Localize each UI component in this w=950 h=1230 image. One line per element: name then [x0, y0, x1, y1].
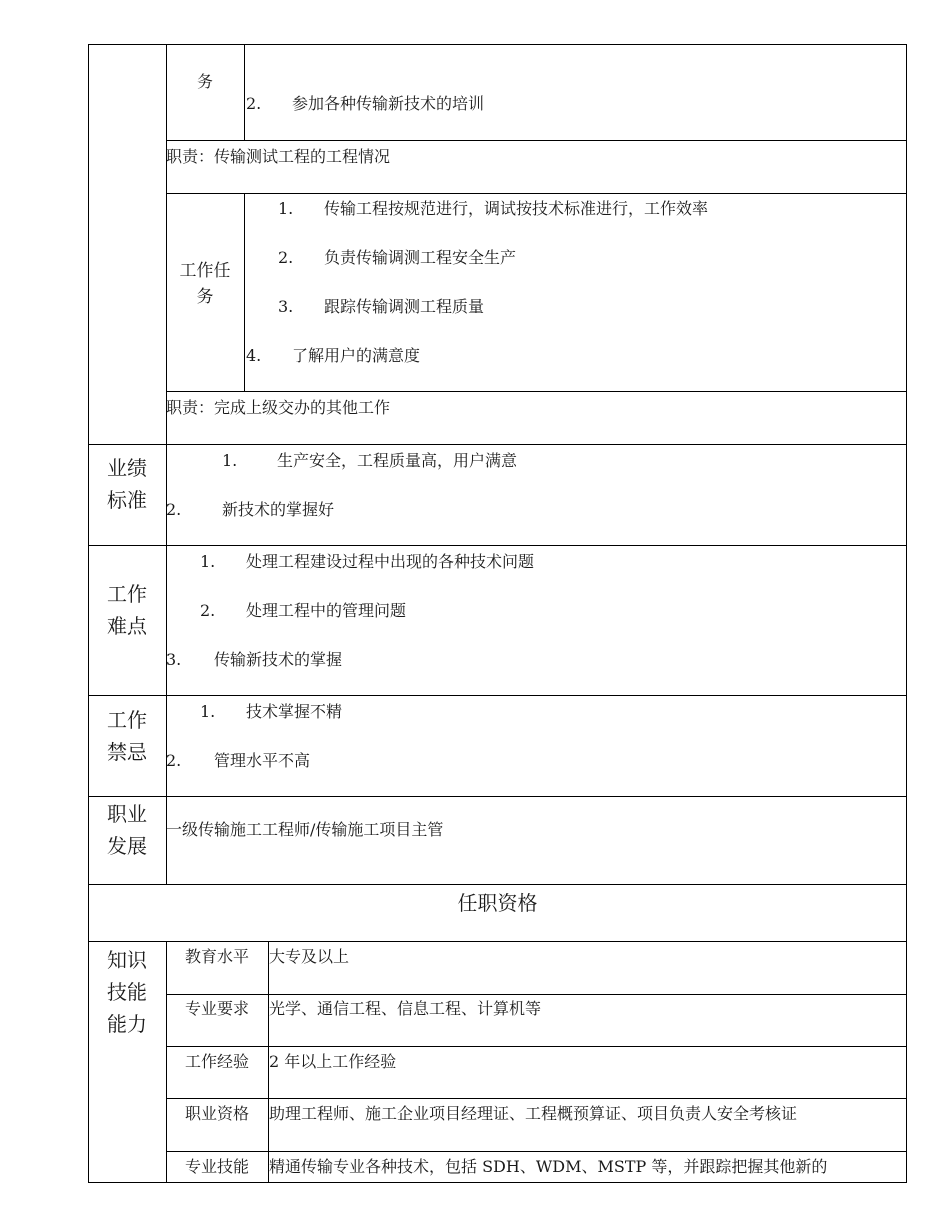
taboos-label: 工作 禁忌	[107, 708, 147, 764]
qualifications-title: 任职资格	[457, 891, 538, 915]
performance-label: 业绩 标准	[107, 456, 147, 512]
duty-3: 职责：完成上级交办的其他工作	[166, 398, 391, 417]
row-label: 工作经验	[184, 1052, 249, 1071]
difficulties-label: 工作 难点	[107, 582, 147, 638]
knowledge-skills-label: 知识 技能 能力	[107, 948, 147, 1036]
row-label: 职业资格	[184, 1104, 249, 1123]
career-label: 职业 发展	[107, 802, 147, 858]
row-value: 大专及以上	[269, 947, 350, 966]
list-number: 2.	[246, 94, 262, 113]
row-value: 光学、通信工程、信息工程、计算机等	[269, 999, 542, 1018]
list-text: 参加各种传输新技术的培训	[292, 94, 485, 113]
duty-2: 职责：传输测试工程的工程情况	[166, 147, 391, 166]
row-value: 2 年以上工作经验	[269, 1052, 397, 1071]
task-label-top: 务	[196, 72, 213, 91]
row-label: 专业技能	[184, 1157, 249, 1176]
career-path: 一级传输施工工程师/传输施工项目主管	[166, 820, 444, 839]
row-label: 专业要求	[184, 999, 249, 1018]
task-label: 工作任 务	[179, 261, 231, 307]
row-label: 教育水平	[184, 947, 249, 966]
row-value: 助理工程师、施工企业项目经理证、工程概预算证、项目负责人安全考核证	[269, 1104, 798, 1123]
row-value: 精通传输专业各种技术，包括 SDH、WDM、MSTP 等，并跟踪把握其他新的	[269, 1157, 828, 1176]
